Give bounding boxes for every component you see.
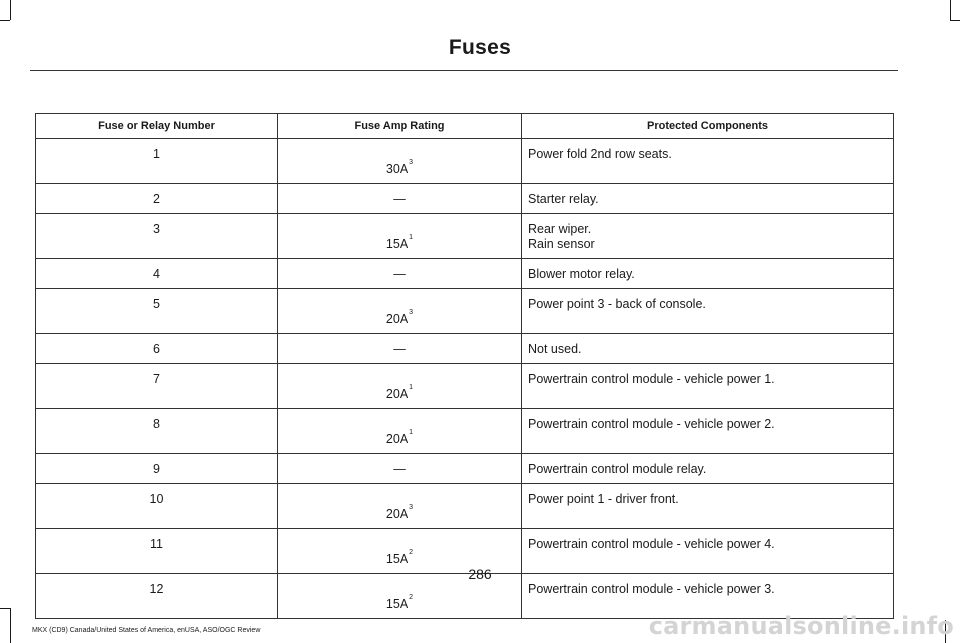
footnote-marker: 1 [409, 384, 414, 391]
crop-mark [950, 20, 960, 21]
footnote-marker: 1 [409, 234, 414, 241]
fuse-number-cell: 3 [36, 214, 278, 259]
footer-text: MKX (CD9) Canada/United States of America, enUSA, ASO/OGC Review [32, 627, 261, 634]
protected-components-cell [522, 139, 894, 184]
component-line: Starter relay. [528, 192, 599, 206]
protected-components-cell [522, 409, 894, 454]
table-row [36, 259, 894, 289]
amp-value: 20A [385, 507, 409, 521]
page-number: 286 [468, 566, 492, 582]
protected-components-cell [522, 184, 894, 214]
column-header-number: Fuse or Relay Number [36, 114, 278, 139]
amp-rating [393, 267, 406, 282]
footnote-marker: 3 [409, 504, 414, 511]
amp-value: — [393, 342, 406, 356]
amp-value: 30A [385, 162, 409, 176]
component-line: Not used. [528, 342, 582, 356]
amp-rating [386, 372, 413, 402]
fuse-number-cell: 6 [36, 334, 278, 364]
protected-components-cell [522, 289, 894, 334]
column-header-amp: Fuse Amp Rating [278, 114, 522, 139]
amp-value: 20A [385, 432, 409, 446]
crop-mark [0, 608, 10, 609]
table-row [36, 214, 894, 259]
fuse-amp-cell [278, 364, 522, 409]
component-line: Power fold 2nd row seats. [528, 147, 672, 161]
table-row [36, 139, 894, 184]
footnote-marker: 1 [409, 429, 414, 436]
component-line: Blower motor relay. [528, 267, 635, 281]
amp-rating [393, 342, 406, 357]
table-row [36, 484, 894, 529]
protected-components-cell [522, 334, 894, 364]
footnote-marker: 2 [409, 594, 414, 601]
fuse-amp-cell [278, 409, 522, 454]
fuse-number-cell: 10 [36, 484, 278, 529]
footnote-marker: 3 [409, 159, 414, 166]
amp-value: 20A [385, 387, 409, 401]
fuse-table [35, 113, 894, 619]
protected-components-cell [522, 484, 894, 529]
fuse-amp-cell [278, 484, 522, 529]
component-line: Power point 3 - back of console. [528, 297, 706, 311]
amp-value: 15A [385, 597, 409, 611]
protected-components-cell [522, 454, 894, 484]
amp-value: — [393, 192, 406, 206]
amp-value: 15A [385, 237, 409, 251]
component-line: Power point 1 - driver front. [528, 492, 679, 506]
table-row [36, 289, 894, 334]
component-line: Powertrain control module relay. [528, 462, 707, 476]
fuse-number-cell: 12 [36, 574, 278, 619]
amp-rating [386, 417, 413, 447]
table-row [36, 364, 894, 409]
amp-rating [386, 222, 413, 252]
amp-rating [386, 537, 413, 567]
fuse-number-cell: 7 [36, 364, 278, 409]
amp-rating [386, 492, 413, 522]
component-line: Powertrain control module - vehicle power 4. [528, 537, 775, 551]
fuse-amp-cell [278, 139, 522, 184]
protected-components-cell [522, 214, 894, 259]
fuse-amp-cell [278, 454, 522, 484]
table-row [36, 409, 894, 454]
crop-mark [10, 0, 11, 20]
component-line: Powertrain control module - vehicle power 1. [528, 372, 775, 386]
fuse-table-body [36, 139, 894, 619]
table-row [36, 334, 894, 364]
protected-components-cell [522, 364, 894, 409]
fuse-amp-cell [278, 184, 522, 214]
amp-rating [386, 297, 413, 327]
table-row [36, 184, 894, 214]
component-line: Powertrain control module - vehicle power 3. [528, 582, 775, 596]
table-header-row [36, 114, 894, 139]
component-line: Powertrain control module - vehicle power 2. [528, 417, 775, 431]
fuse-number-cell: 5 [36, 289, 278, 334]
table-row [36, 454, 894, 484]
amp-rating [393, 192, 406, 207]
amp-value: — [393, 267, 406, 281]
crop-mark [10, 608, 11, 643]
amp-value: — [393, 462, 406, 476]
fuse-number-cell: 9 [36, 454, 278, 484]
fuse-amp-cell [278, 334, 522, 364]
watermark-logo: carmanualsonline.info [648, 612, 954, 640]
protected-components-cell [522, 259, 894, 289]
amp-rating [386, 147, 413, 177]
title-divider [30, 70, 898, 71]
amp-value: 20A [385, 312, 409, 326]
amp-value: 15A [385, 552, 409, 566]
footnote-marker: 3 [409, 309, 414, 316]
fuse-amp-cell [278, 214, 522, 259]
amp-rating [386, 582, 413, 612]
fuse-number-cell: 4 [36, 259, 278, 289]
footnote-marker: 2 [409, 549, 414, 556]
amp-rating [393, 462, 406, 477]
component-line: Rain sensor [528, 237, 595, 251]
fuse-amp-cell [278, 259, 522, 289]
fuse-number-cell: 11 [36, 529, 278, 574]
page-title: Fuses [448, 36, 512, 59]
component-line: Rear wiper. [528, 222, 592, 236]
fuse-number-cell: 2 [36, 184, 278, 214]
crop-mark [950, 0, 951, 20]
fuse-number-cell: 8 [36, 409, 278, 454]
fuse-number-cell: 1 [36, 139, 278, 184]
fuse-amp-cell [278, 289, 522, 334]
column-header-components: Protected Components [522, 114, 894, 139]
crop-mark [0, 20, 10, 21]
